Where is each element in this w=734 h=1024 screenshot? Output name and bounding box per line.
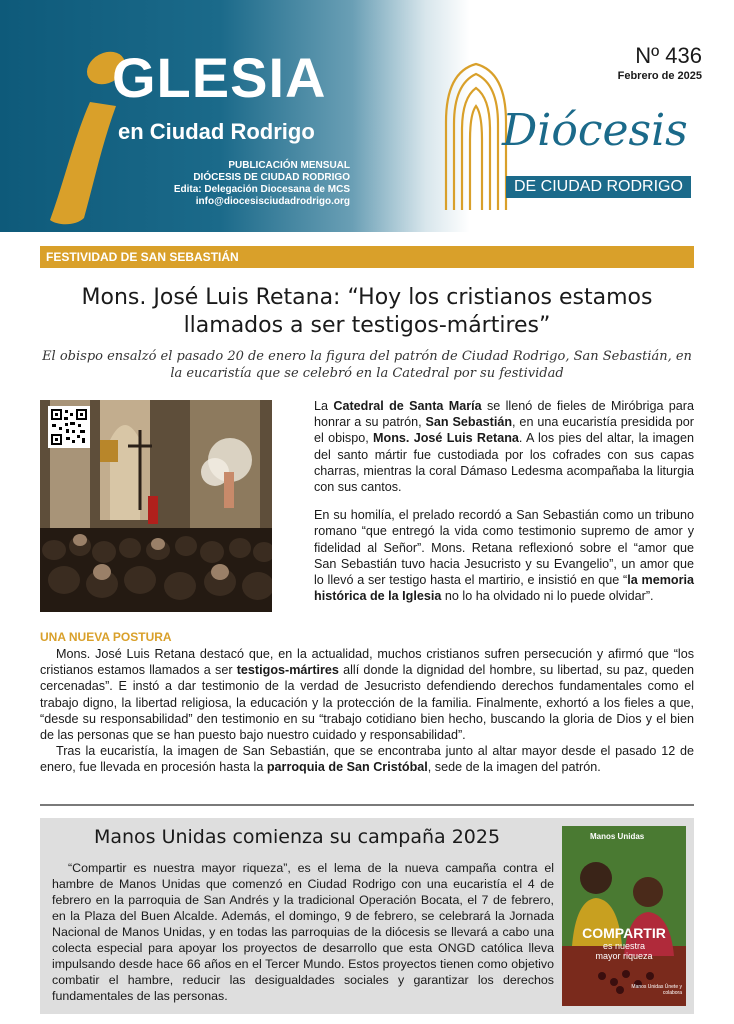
poster-logo: Manos Unidas: [590, 832, 645, 841]
logo-wordmark: GLESIA: [112, 46, 327, 109]
manos-unidas-box: [40, 818, 694, 1014]
divider: [40, 804, 694, 806]
issue-number: Nº 436: [635, 43, 702, 68]
section-bar: [40, 246, 694, 268]
poster-illustration: [562, 826, 686, 1006]
logo-subtitle: en Ciudad Rodrigo: [118, 119, 315, 144]
diocesis-logo-title: Diócesis: [502, 105, 688, 156]
article-body: [40, 646, 694, 776]
section-label: FESTIVIDAD DE SAN SEBASTIÁN: [46, 250, 239, 264]
article-deck: El obispo ensalzó el pasado 20 de enero la figura del patrón de Ciudad Rodrigo, San Sebastián, en la eucaristía que se celebró en la Catedral por su festividad: [42, 349, 692, 381]
box-text: “Compartir es nuestra mayor riqueza”, es el lema de la nueva campaña contra el hambre de Manos Unidas que comenzó en Ciudad Rodrigo con una eucaristía el 4 de febrero en la parroquia de San Andrés y la tradicional Operación Bocata, el 7 de febrero, en la Plaza del Buen Alcalde. Además, el domingo, 9 de febrero, se celebrará la Jornada Nacional de Manos Unidas, y en todas las parroquias de la diócesis se llevará a cabo una colecta especial para apoyar los proyectos de desarrollo que esta ONGD católica lleva impulsando desde hace 66 años en el Tercer Mundo. Estos proyectos tienen como objetivo combatir el hambre, reducir las desigualdades sociales y garantizar los derechos fundamentales de las personas.: [52, 861, 554, 1003]
publication-info: [150, 160, 350, 208]
diocesis-logo-subtitle: DE CIUDAD RODRIGO: [506, 176, 691, 198]
poster-subline: es nuestra mayor riqueza: [595, 941, 653, 961]
masthead: [0, 0, 734, 232]
issue-info: [618, 44, 702, 82]
issue-date: Febrero de 2025: [617, 70, 702, 82]
article-subheading: UNA NUEVA POSTURA: [40, 630, 172, 644]
cathedral-photo: [40, 400, 272, 612]
qr-code-icon[interactable]: [48, 406, 90, 448]
poster-headline: COMPARTIR: [582, 925, 666, 941]
article-headline: Mons. José Luis Retana: “Hoy los cristianos estamos llamados a ser testigos-mártires”: [81, 285, 653, 338]
campaign-poster: [562, 826, 686, 1006]
pub-line: PUBLICACIÓN MENSUAL: [228, 160, 350, 171]
pub-line: DIÓCESIS DE CIUDAD RODRIGO: [193, 172, 350, 183]
box-title: Manos Unidas comienza su campaña 2025: [93, 826, 501, 848]
paragraph: Mons. José Luis Retana destacó que, en la actualidad, muchos cristianos sufren persecución y afirmó que “los cristianos estamos llamados a ser testigos-mártires allí donde la dignidad del hombre, su libertad, su paz, queden cercenadas”. E instó a dar testimonio de la verdad de Jesucristo defendiendo derechos fundamentales como el trabajo digno, la libertad religiosa, la educación y la protección de la familia. Finalmente, exhortó a los fieles a que, “desde su responsabilidad” den testimonio en su “trabajo cotidiano bien hecho, buscando la gloria de Dios y el bien de las personas que se han puesto bajo nuestro cuidado y responsabilidad”.: [40, 647, 694, 743]
paragraph: La Catedral de Santa María se llenó de fieles de Miróbriga para honrar a su patrón, San Sebastián, en una eucaristía presidida por el obispo, Mons. José Luis Retana. A los pies del altar, la imagen del santo mártir fue custodiada por los cofrades con sus capas charras, mientras la coral Dámaso Ledesma acompañaba la liturgia con sus cantos.: [314, 399, 695, 495]
poster-footer: Manos Unidas Únete y colabora: [631, 984, 682, 996]
paragraph: En su homilía, el prelado recordó a San Sebastián como un tribuno romano “que entregó la vida como testimonio supremo de amor y fidelidad al Señor”. Mons. Retana reflexionó sobre el “amor que San Sebastián tuvo hacia Jesucristo y su Evangelio”, un amor que lo llevó a ser testigo hasta el martirio, e insistió en que “la memoria histórica de la Iglesia no lo ha olvidado ni lo puede olvidar”.: [314, 508, 694, 604]
pub-line: Edita: Delegación Diocesana de MCS: [173, 184, 350, 195]
paragraph: Tras la eucaristía, la imagen de San Sebastián, que se encontraba junto al altar mayor desde el pasado 12 de enero, fue llevada en procesión hasta la parroquia de San Cristóbal, sede de la imagen del patrón.: [40, 744, 694, 775]
pub-email: info@diocesisciudadrodrigo.org: [195, 196, 350, 207]
article-intro-column: [314, 398, 694, 616]
